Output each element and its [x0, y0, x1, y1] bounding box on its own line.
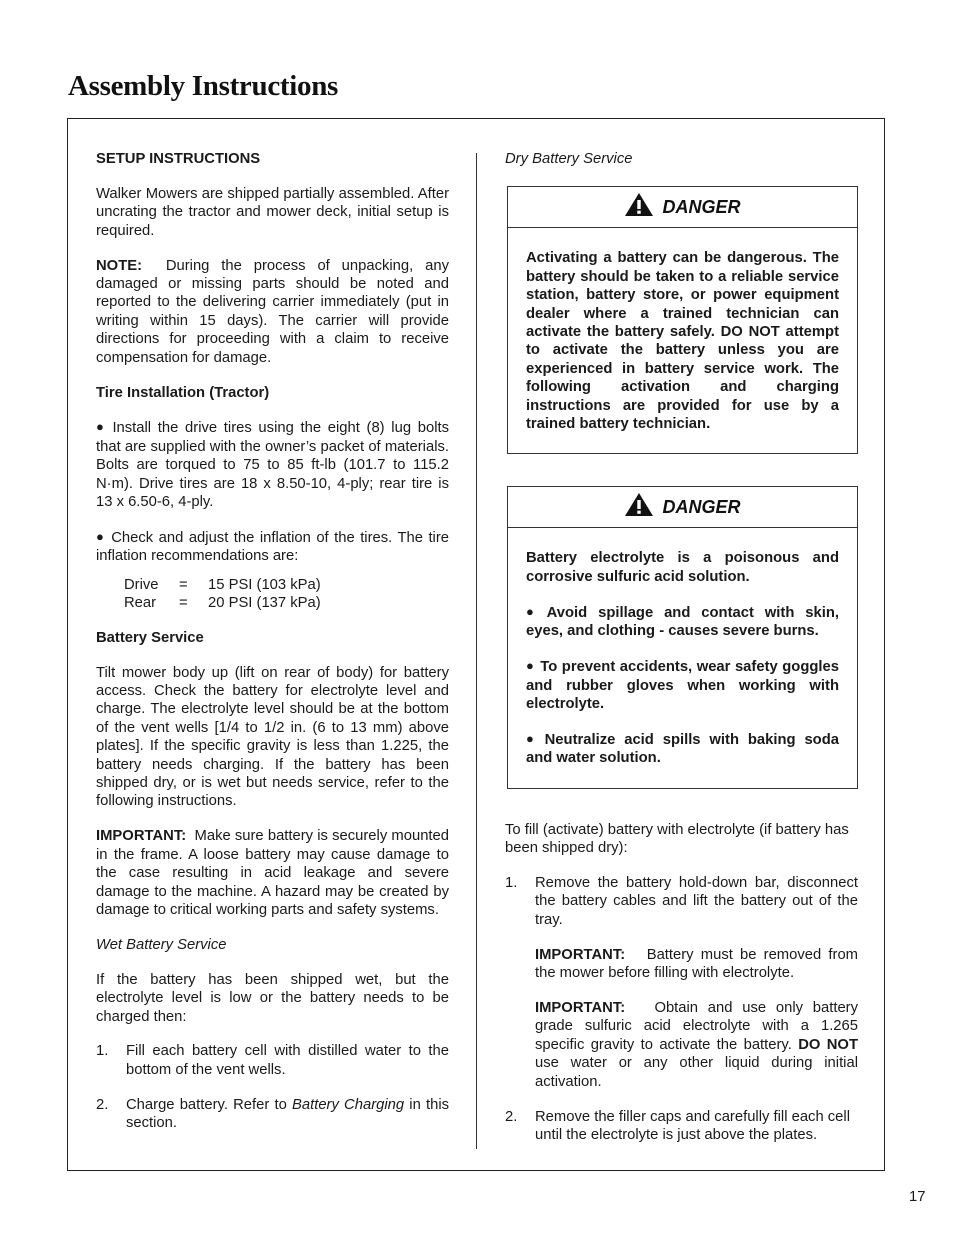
danger-bullet [526, 657, 839, 713]
pressure-value: 20 PSI (137 kPa) [208, 595, 321, 612]
table-row [124, 576, 321, 594]
danger-intro: Battery electrolyte is a poisonous and corrosive sulfuric acid solution. [526, 550, 839, 585]
danger-header [508, 487, 857, 528]
equals-sign: = [179, 576, 188, 593]
list-item [505, 1108, 858, 1145]
tire-bullet-2-text: Check and adjust the inflation of the tires. The tire inflation recommendations are: [96, 530, 449, 565]
important-text: Battery must be removed from the mower before filling with electrolyte. [535, 946, 858, 982]
wet-heading: Wet Battery Service [96, 936, 227, 953]
tire-bullet-1 [96, 418, 449, 511]
important-paragraph [535, 999, 858, 1091]
note-label: NOTE: [96, 257, 143, 274]
left-column [96, 150, 449, 1149]
tire-type: Rear [124, 595, 157, 612]
step-number: 2. [96, 1096, 109, 1113]
danger-header [508, 187, 857, 228]
step-text: Remove the filler caps and carefully fill each cell until the electrolyte is just above the plates. [535, 1108, 850, 1143]
battery-text: Tilt mower body up (lift on rear of body) for battery access. Check the battery for electrolyte level and charge. The electrolyte level should be at the bottom of the vent wells [1/4 to 1/2 in. (6 to 13 mm) above plates]. If the specific gravity is less than 1.225, the battery needs charging. If the battery has been shipped dry, or is wet but needs service, refer to the following instructions. [96, 664, 449, 810]
note-text: During the process of unpacking, any damaged or missing parts should be noted and reported to the delivering carrier immediately (put in writing within 15 days). The carrier will provide directions for proceeding with a claim to receive compensation for damage. [96, 257, 449, 366]
important-label: IMPORTANT: [535, 999, 626, 1016]
step-text: Remove the battery hold-down bar, disconnect the battery cables and lift the battery out of the tray. [535, 874, 858, 928]
warning-triangle-icon [624, 492, 654, 522]
list-item [505, 874, 858, 1091]
important-paragraph [96, 827, 449, 919]
dry-heading: Dry Battery Service [505, 151, 633, 167]
step-text: Fill each battery cell with distilled water to the bottom of the vent wells. [126, 1043, 449, 1078]
column-divider [476, 153, 477, 1149]
pressure-value: 15 PSI (103 kPa) [208, 576, 321, 593]
bullet-dot-icon: ● [526, 603, 541, 619]
note-paragraph [96, 257, 449, 367]
bullet-dot-icon: ● [96, 529, 106, 544]
important-label: IMPORTANT: [96, 828, 187, 845]
tire-heading: Tire Installation (Tractor) [96, 384, 270, 401]
wet-intro: If the battery has been shipped wet, but the electrolyte level is low or the battery needs to be charged then: [96, 971, 449, 1025]
danger-body [508, 528, 857, 787]
bullet-dot-icon: ● [526, 730, 539, 746]
bullet-dot-icon: ● [96, 419, 107, 435]
danger-label: DANGER [662, 497, 741, 518]
danger-bullet [526, 603, 839, 641]
step-number: 1. [505, 874, 518, 891]
table-row [124, 594, 321, 612]
list-item [96, 1096, 449, 1133]
danger-bullet-text: Neutralize acid spills with baking soda and water solution. [526, 731, 839, 767]
danger-bullet-text: To prevent accidents, wear safety goggles and rubber gloves when working with electrolyte. [526, 659, 839, 712]
page-title: Assembly Instructions [68, 70, 339, 102]
step-body [535, 874, 858, 1091]
step-text-pre: Charge battery. Refer to [126, 1096, 292, 1113]
fill-intro: To fill (activate) battery with electrolyte (if battery has been shipped dry): [505, 821, 849, 857]
battery-heading: Battery Service [96, 629, 204, 646]
danger-body [508, 228, 857, 453]
important-text: Obtain and use only battery grade sulfuric acid electrolyte with a 1.265 specific gravity to activate the battery. [535, 999, 859, 1053]
tire-type: Drive [124, 576, 159, 593]
step-number: 2. [505, 1108, 518, 1125]
right-column [505, 150, 858, 1161]
inflation-table [124, 576, 321, 613]
danger-box-activation [507, 186, 858, 454]
important-text: Make sure battery is securely mounted in the frame. A loose battery may cause damage to the case resulting in acid leakage and severe damage to the machine. A hazard may be created by damage to critical working parts and safety systems. [96, 828, 449, 918]
setup-heading: SETUP INSTRUCTIONS [96, 151, 261, 167]
step-text [126, 1096, 449, 1133]
danger-text: Activating a battery can be dangerous. The battery should be taken to a reliable service station, battery store, or power equipment dealer where a trained technician can activate the battery safely. DO NOT attempt to activate the battery unless you are experienced in battery service work. The following activation and charging instructions are provided for use by a trained battery technician. [526, 250, 839, 433]
danger-bullet-text: Avoid spillage and contact with skin, eyes, and clothing - causes severe burns. [526, 604, 839, 640]
setup-intro: Walker Mowers are shipped partially assembled. After uncrating the tractor and mower deck, initial setup is required. [96, 185, 449, 239]
important-paragraph [535, 946, 858, 983]
danger-label: DANGER [662, 197, 741, 218]
cross-reference: Battery Charging [292, 1096, 405, 1113]
danger-bullet [526, 730, 839, 768]
tire-bullet-1-text: Install the drive tires using the eight (8) lug bolts that are supplied with the owner’s packet of materials. Bolts are torqued to 75 to 85 ft-lb (101.7 to 115.2 N·m). Drive tires are 18 x 8.50-10, 4-ply; rear tire is 13 x 6.50-6, 4-ply. [96, 420, 449, 511]
step-text-post: in this section. [126, 1096, 449, 1132]
bullet-dot-icon: ● [526, 658, 535, 674]
important-label: IMPORTANT: [535, 946, 626, 963]
danger-box-electrolyte [507, 486, 858, 788]
tire-bullet-2 [96, 528, 449, 566]
list-item [96, 1042, 449, 1079]
step-number: 1. [96, 1043, 109, 1060]
equals-sign: = [179, 595, 188, 612]
important-text: use water or any other liquid during initial activation. [535, 1055, 858, 1090]
do-not-emphasis: DO NOT [798, 1036, 858, 1053]
page-number: 17 [909, 1189, 926, 1205]
warning-triangle-icon [624, 192, 654, 222]
